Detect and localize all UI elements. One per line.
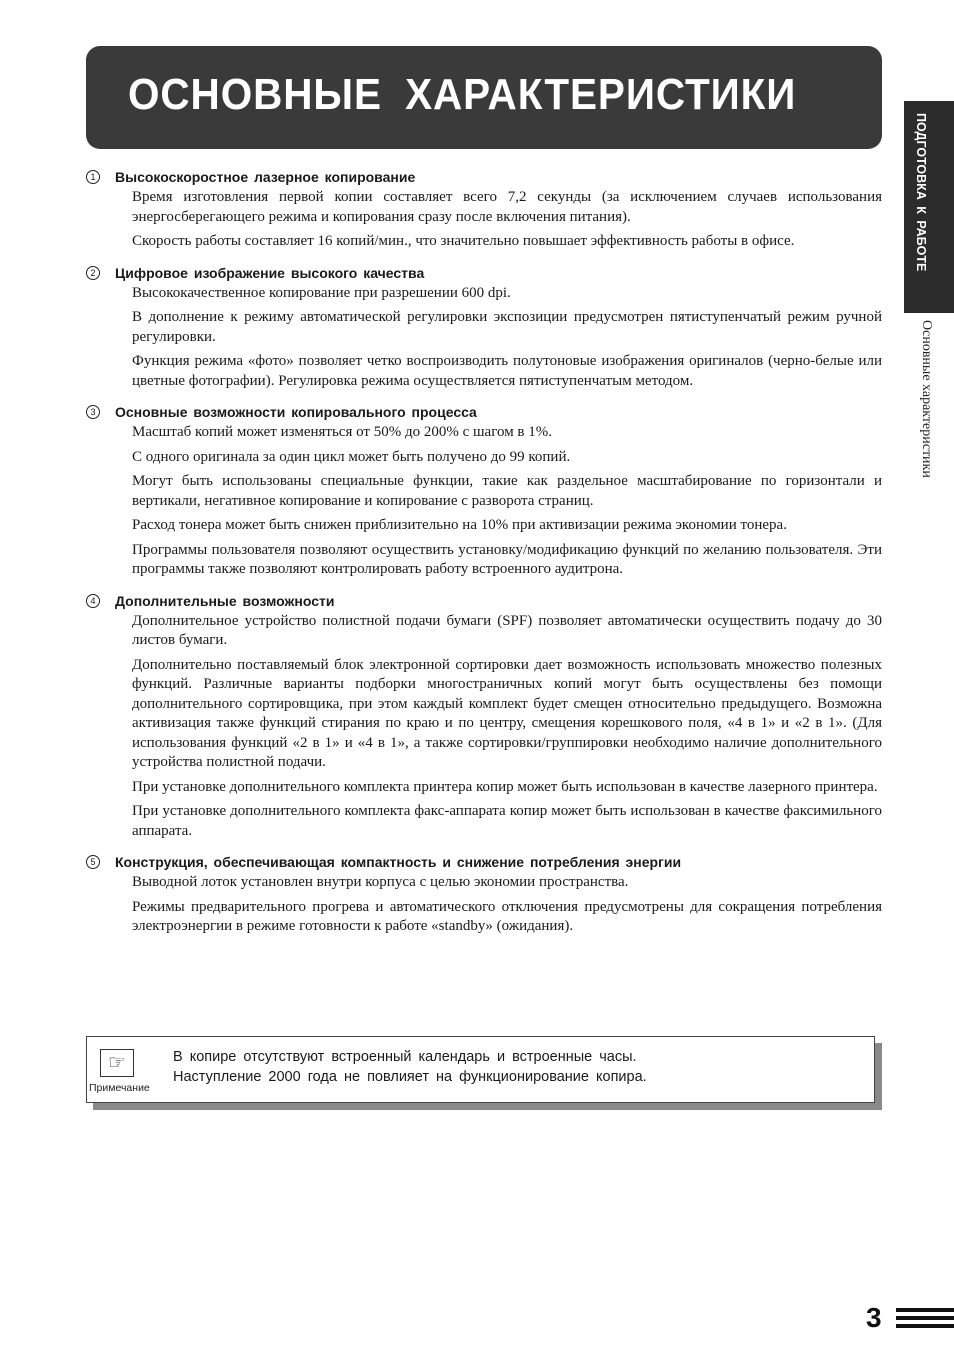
- note-line: Наступление 2000 года не повлияет на функционирование копира.: [173, 1069, 647, 1085]
- paragraph: Дополнительно поставляемый блок электронной сортировки дает возможность использовать множество полезных функций. Различные варианты подборки многостраничных копий могут быть осуществлены без помощи дополнительного сортировщика, при этом каждый комплект будет смещен относительно предыдущего. Возможна активизация также функций стирания по краю и по центру, смещения корешкового поля, «4 в 1» и «2 в 1». (Для использования функций «2 в 1» и «4 в 1», а также сортировки/группировки необходимо наличие дополнительного устройства полистной подачи.: [132, 656, 882, 770]
- content: [85, 166, 882, 947]
- paragraph: Программы пользователя позволяют осуществить установку/модификацию функций по желанию пользователя. Эти программы также позволяют контролировать работу встроенного аудитрона.: [132, 541, 882, 577]
- paragraph: Дополнительное устройство полистной подачи бумаги (SPF) позволяет автоматически осуществить подачу до 30 листов бумаги.: [132, 612, 882, 648]
- section-number: 2: [86, 266, 100, 280]
- page-bar: [896, 1316, 954, 1320]
- paragraph: Время изготовления первой копии составляет всего 7,2 секунды (за исключением случаев использования энергосберегающего режима и копирования сразу после включения питания).: [132, 189, 882, 225]
- section-3: [85, 401, 882, 580]
- paragraph: Высококачественное копирование при разрешении 600 dpi.: [132, 284, 511, 301]
- paragraph: Расход тонера может быть снижен приблизительно на 10% при активизации режима экономии тонера.: [132, 517, 787, 533]
- section-heading: [85, 166, 882, 188]
- paragraph: Функция режима «фото» позволяет четко воспроизводить полутоновые изображения оригиналов (черно-белые или цветные фотографии). Регулировка режима осуществляется пятиступенчатым методом.: [132, 353, 882, 389]
- pointing-hand-icon: ☞: [100, 1049, 134, 1077]
- page-bar: [896, 1324, 954, 1328]
- note-box: [86, 1036, 875, 1103]
- page-number: 3: [866, 1302, 882, 1333]
- paragraph: Могут быть использованы специальные функции, такие как раздельное масштабирование по горизонтали и вертикали, негативное копирование и копирование с разворота страниц.: [132, 473, 882, 509]
- paragraph: Режимы предварительного прогрева и автоматического отключения предусмотрены для сокращения потребления электроэнергии в режиме готовности к работе «standby» (ожидания).: [132, 898, 882, 934]
- note-text: [173, 1047, 647, 1087]
- paragraph: С одного оригинала за один цикл может быть получено до 99 копий.: [132, 448, 571, 465]
- side-caption: Основные характеристики: [919, 320, 934, 478]
- note-label: Примечание: [89, 1082, 150, 1094]
- page-bar: [896, 1308, 954, 1312]
- section-title: Основные возможности копировального процесса: [115, 404, 477, 420]
- paragraph: Масштаб копий может изменяться от 50% до 200% с шагом в 1%.: [132, 424, 553, 440]
- paragraph: При установке дополнительного комплекта факс-аппарата копир может быть использован в качестве факсимильного аппарата.: [132, 803, 882, 839]
- section-number: 5: [86, 855, 100, 869]
- section-1: [85, 166, 882, 252]
- section-title: Цифровое изображение высокого качества: [115, 264, 425, 281]
- paragraph: При установке дополнительного комплекта принтера копир может быть использован в качестве лазерного принтера.: [132, 778, 878, 795]
- section-title: Конструкция, обеспечивающая компактность и снижение потребления энергии: [115, 854, 682, 870]
- section-5: [85, 851, 882, 937]
- note-line: В копире отсутствуют встроенный календарь и встроенные часы.: [173, 1049, 637, 1065]
- section-title: Высокоскоростное лазерное копирование: [115, 169, 416, 185]
- paragraph: Выводной лоток установлен внутри корпуса с целью экономии пространства.: [132, 874, 629, 890]
- page-number-bars: [896, 1308, 954, 1332]
- section-4: [85, 590, 882, 842]
- section-number: 3: [86, 405, 100, 419]
- side-tab-label: ПОДГОТОВКА К РАБОТЕ: [914, 113, 928, 272]
- paragraph: В дополнение к режиму автоматической регулировки экспозиции предусмотрен пятиступенчатый режим ручной регулировки.: [132, 309, 882, 345]
- section-heading: [85, 401, 882, 423]
- section-heading: [85, 590, 882, 612]
- title-banner: [86, 46, 882, 149]
- section-heading: [85, 262, 882, 284]
- section-heading: [85, 851, 882, 873]
- paragraph: Скорость работы составляет 16 копий/мин., что значительно повышает эффективность работы в офисе.: [132, 233, 795, 249]
- side-tab: [904, 101, 954, 313]
- page-title: ОСНОВНЫЕ ХАРАКТЕРИСТИКИ: [128, 70, 797, 119]
- section-number: 4: [86, 594, 100, 608]
- section-title: Дополнительные возможности: [115, 592, 335, 609]
- section-number: 1: [86, 170, 100, 184]
- section-2: [85, 262, 882, 392]
